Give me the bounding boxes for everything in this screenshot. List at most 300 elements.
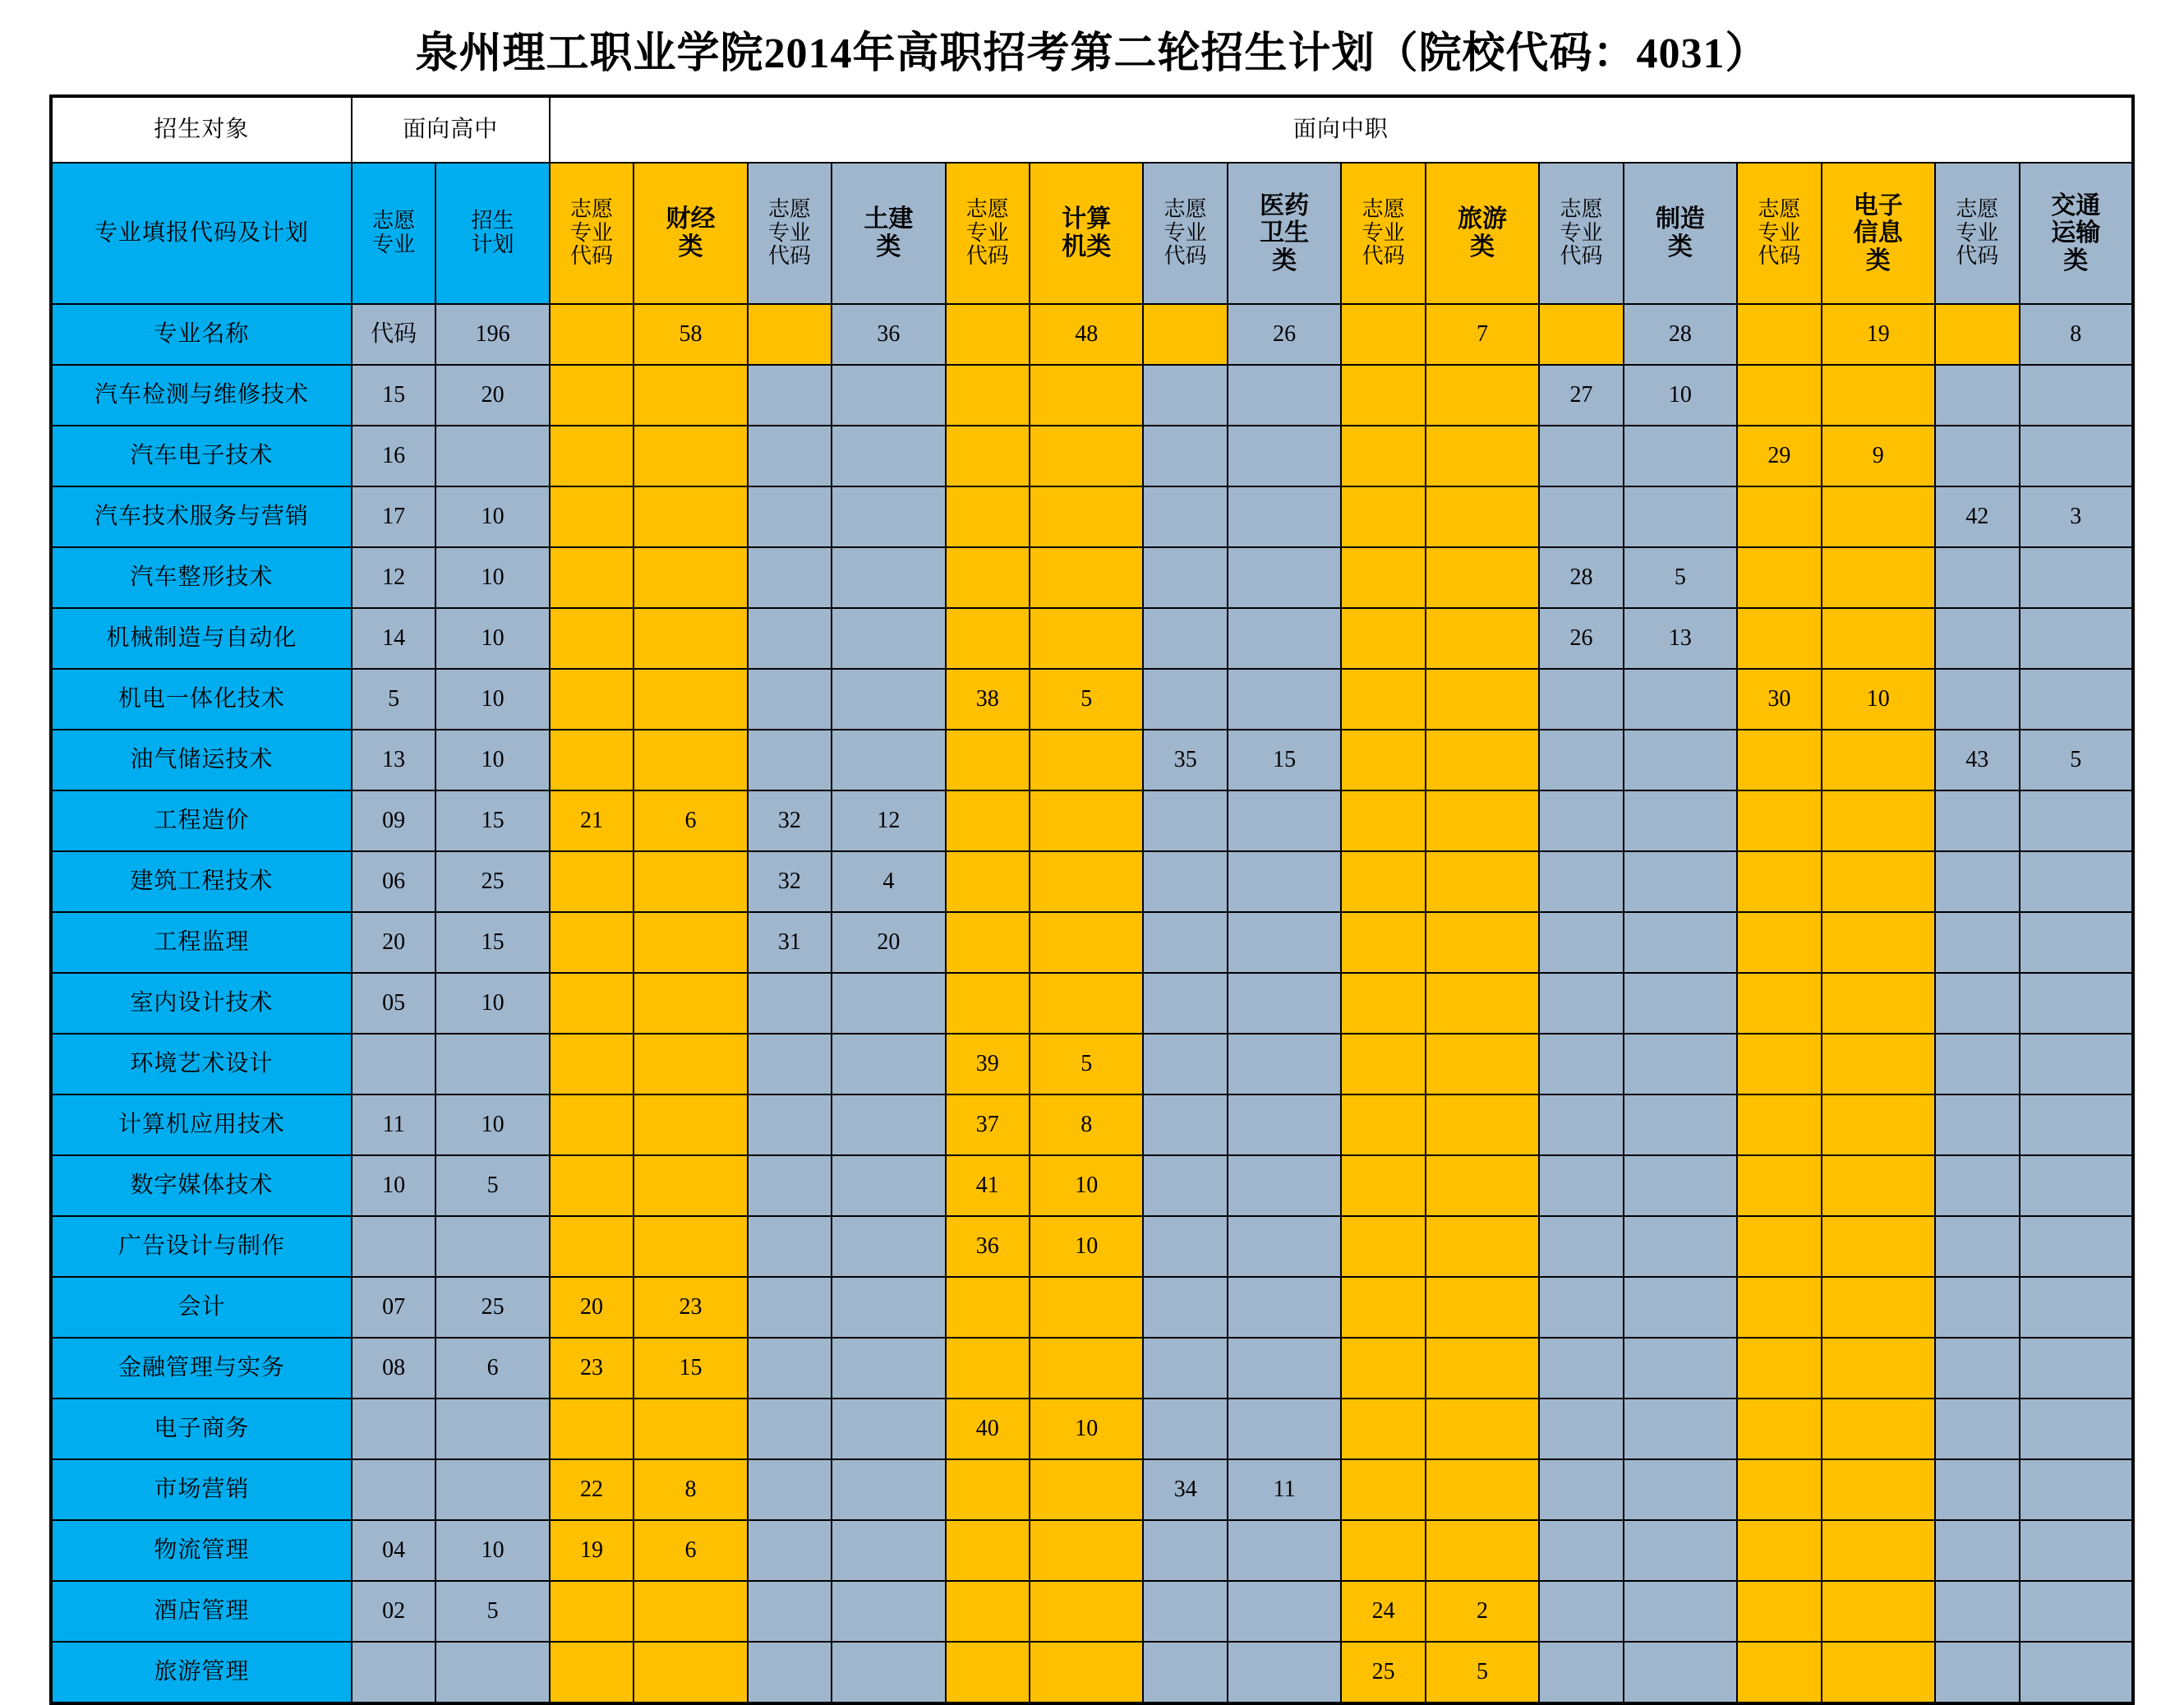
cell [748,1034,832,1094]
cell [1935,1216,2020,1277]
cell [1935,669,2020,730]
header-admission-target: 招生对象 [51,96,352,163]
total-cell-18: 8 [2020,304,2133,365]
header-col-line: 专业 [965,220,1009,245]
cell [1341,790,1426,851]
cell: 5 [435,1581,549,1642]
cell: 2 [1426,1581,1539,1642]
cell: 15 [634,1338,747,1399]
cell: 6 [634,790,747,851]
cell [1143,1338,1228,1399]
table-row [51,669,2133,730]
cell [1341,547,1426,608]
cell: 29 [1737,426,1822,486]
cell [2020,547,2133,608]
header-col-line: 专业 [1163,220,1207,245]
cell: 15 [352,365,436,426]
cell [1426,1520,1539,1581]
cell [1030,1459,1143,1520]
cell [1539,1642,1624,1703]
total-cell-17 [1935,304,2020,365]
header-col-line: 志愿 [1362,197,1405,222]
header-group-highschool: 面向高中 [352,96,550,163]
cell [1737,1338,1822,1399]
major-name: 汽车检测与维修技术 [51,365,352,426]
cell [634,608,747,669]
cell [1030,851,1143,912]
cell: 25 [435,851,549,912]
cell [1539,790,1624,851]
cell [1143,1277,1228,1338]
cell [2020,608,2133,669]
cell [2020,1581,2133,1642]
header-col-line: 专业 [570,220,614,245]
cell [1228,608,1341,669]
cell [1539,730,1624,790]
cell [946,851,1030,912]
cell [946,608,1030,669]
cell: 10 [435,669,549,730]
header-col-line: 专业 [1956,220,1999,245]
cell [550,1094,634,1155]
cell [1737,1581,1822,1642]
cell [1935,608,2020,669]
cell [1935,1338,2020,1399]
total-cell-1: 代码 [352,304,436,365]
cell [1624,1338,1737,1399]
header-col-line: 计算 [1062,205,1112,233]
cell: 5 [352,669,436,730]
cell: 12 [352,547,436,608]
cell [1143,1399,1228,1459]
cell [1426,547,1539,608]
major-name: 电子商务 [51,1399,352,1459]
major-name: 油气储运技术 [51,730,352,790]
cell: 24 [1341,1581,1426,1642]
cell [1935,365,2020,426]
cell [1341,730,1426,790]
header-col-16 [1822,163,1935,304]
cell: 35 [1143,730,1228,790]
cell [748,547,832,608]
cell: 23 [550,1338,634,1399]
cell [2020,1034,2133,1094]
cell [2020,1520,2133,1581]
cell [550,1034,634,1094]
cell [2020,973,2133,1034]
cell [2020,1399,2133,1459]
cell [832,1338,945,1399]
cell [1822,912,1935,973]
total-cell-4: 58 [634,304,747,365]
major-name: 工程造价 [51,790,352,851]
cell [1341,669,1426,730]
cell [1822,1277,1935,1338]
cell [1143,486,1228,547]
cell: 21 [550,790,634,851]
cell: 40 [946,1399,1030,1459]
cell [1228,365,1341,426]
cell [1624,1581,1737,1642]
cell [1030,1520,1143,1581]
major-name: 会计 [51,1277,352,1338]
table-row [51,1642,2133,1703]
cell: 10 [1624,365,1737,426]
cell [1341,1034,1426,1094]
header-col-line: 代码 [767,244,811,269]
cell [2020,1642,2133,1703]
cell [1539,1520,1624,1581]
cell [1822,365,1935,426]
total-cell-14: 28 [1624,304,1737,365]
cell [748,365,832,426]
total-cell-3 [550,304,634,365]
cell: 10 [435,973,549,1034]
header-col-line: 志愿 [372,209,416,233]
cell [832,1459,945,1520]
header-col-line: 类 [876,233,901,260]
cell [1539,851,1624,912]
cell: 25 [1341,1642,1426,1703]
cell [1426,1399,1539,1459]
major-name: 建筑工程技术 [51,851,352,912]
header-col-line: 类 [1865,247,1891,274]
cell [1143,426,1228,486]
header-col-line: 类 [2063,247,2089,274]
cell [1030,1581,1143,1642]
cell [1228,1277,1341,1338]
cell: 25 [435,1277,549,1338]
header-col-line: 专业 [372,233,416,256]
cell [1228,669,1341,730]
cell [1143,608,1228,669]
cell [1539,1155,1624,1216]
cell [1228,1216,1341,1277]
cell [352,1399,436,1459]
cell [1624,912,1737,973]
cell [1737,912,1822,973]
cell [2020,669,2133,730]
cell [1341,1520,1426,1581]
cell [634,365,747,426]
cell [832,1399,945,1459]
cell [1426,1094,1539,1155]
cell [946,426,1030,486]
cell [946,1277,1030,1338]
cell [946,486,1030,547]
cell [1143,1520,1228,1581]
table-row [51,1399,2133,1459]
cell: 31 [748,912,832,973]
cell [1737,851,1822,912]
cell [946,1338,1030,1399]
cell [550,669,634,730]
cell: 05 [352,973,436,1034]
page-title: 泉州理工职业学院2014年高职招考第二轮招生计划（院校代码：4031） [415,30,1769,77]
cell [748,426,832,486]
cell [550,1155,634,1216]
header-col-17 [1935,163,2020,304]
admission-plan-table [49,94,2135,1705]
total-cell-13 [1539,304,1624,365]
cell [1143,547,1228,608]
cell [435,426,549,486]
header-col-line: 旅游 [1458,205,1508,233]
header-col-5 [748,163,832,304]
table-row [51,608,2133,669]
cell [832,1094,945,1155]
major-name: 酒店管理 [51,1581,352,1642]
header-col-line: 志愿 [1956,197,1999,222]
cell [1228,1338,1341,1399]
major-name: 市场营销 [51,1459,352,1520]
cell [1030,547,1143,608]
header-col-line: 代码 [965,244,1009,269]
cell [1935,1581,2020,1642]
cell: 04 [352,1520,436,1581]
total-cell-5 [748,304,832,365]
table-row [51,426,2133,486]
cell [1426,851,1539,912]
cell [1822,1155,1935,1216]
cell [634,730,747,790]
cell [1030,1338,1143,1399]
cell [748,1338,832,1399]
cell [1737,973,1822,1034]
header-col-line: 计划 [471,233,514,256]
cell [1228,1155,1341,1216]
cell: 10 [1822,669,1935,730]
cell [550,365,634,426]
total-cell-12: 7 [1426,304,1539,365]
cell [1143,851,1228,912]
table-row [51,912,2133,973]
cell [1539,912,1624,973]
cell [832,486,945,547]
header-col-line: 志愿 [767,197,811,222]
cell [1426,1034,1539,1094]
header-col-14 [1624,163,1737,304]
cell: 10 [435,1094,549,1155]
table-row [51,790,2133,851]
cell [352,1642,436,1703]
cell [946,790,1030,851]
cell [1228,1094,1341,1155]
cell [1341,486,1426,547]
cell [1737,1034,1822,1094]
cell [748,973,832,1034]
header-col-line: 运输 [2051,219,2101,247]
header-col-line: 代码 [570,244,614,269]
header-col-15 [1737,163,1822,304]
cell [1030,912,1143,973]
cell [1143,1034,1228,1094]
cell: 5 [1030,1034,1143,1094]
cell [1143,1216,1228,1277]
table-row [51,1520,2133,1581]
cell [1935,1094,2020,1155]
header-col-line: 类 [1667,233,1693,260]
cell [1426,912,1539,973]
cell [748,1399,832,1459]
header-col-9 [1143,163,1228,304]
cell [946,1642,1030,1703]
header-col-line: 志愿 [1163,197,1207,222]
header-col-line: 代码 [1362,244,1405,269]
cell [1737,1277,1822,1338]
cell [550,486,634,547]
cell [2020,365,2133,426]
table-row [51,1094,2133,1155]
cell [1737,1094,1822,1155]
cell: 10 [435,608,549,669]
cell: 19 [550,1520,634,1581]
cell [1935,1155,2020,1216]
header-col-line: 志愿 [1560,197,1603,222]
cell [1624,486,1737,547]
cell [2020,1338,2133,1399]
cell: 13 [1624,608,1737,669]
cell [550,608,634,669]
header-col-2 [435,163,549,304]
cell [1822,1459,1935,1520]
cell [550,1581,634,1642]
total-cell-16: 19 [1822,304,1935,365]
total-cell-10: 26 [1228,304,1341,365]
cell [1426,426,1539,486]
cell [748,1642,832,1703]
cell [550,973,634,1034]
cell: 10 [352,1155,436,1216]
cell [1822,486,1935,547]
header-col-line: 专业 [1560,220,1603,245]
cell [832,973,945,1034]
header-col-4 [634,163,747,304]
header-col-line: 卫生 [1260,219,1310,247]
cell [1822,851,1935,912]
cell [1426,365,1539,426]
cell [634,1155,747,1216]
cell [1143,1155,1228,1216]
cell [1228,973,1341,1034]
cell [1935,790,2020,851]
cell [832,1520,945,1581]
header-col-line: 代码 [1163,244,1207,269]
cell [1822,730,1935,790]
cell [1624,1155,1737,1216]
cell [748,1277,832,1338]
cell [832,1034,945,1094]
cell [832,1216,945,1277]
total-cell-11 [1341,304,1426,365]
cell [1228,851,1341,912]
cell [1822,1094,1935,1155]
cell: 43 [1935,730,2020,790]
cell: 14 [352,608,436,669]
header-col-line: 代码 [1758,244,1801,269]
row-totals [51,304,2133,365]
cell: 9 [1822,426,1935,486]
cell: 08 [352,1338,436,1399]
cell: 11 [1228,1459,1341,1520]
cell [550,547,634,608]
header-col-11 [1341,163,1426,304]
cell [748,1520,832,1581]
cell [634,669,747,730]
cell [1143,365,1228,426]
cell: 26 [1539,608,1624,669]
cell: 32 [748,851,832,912]
cell [1228,1034,1341,1094]
cell [1737,1216,1822,1277]
cell [1426,730,1539,790]
cell [1030,486,1143,547]
header-col-18 [2020,163,2133,304]
cell [1341,365,1426,426]
cell [1030,1277,1143,1338]
cell [1030,790,1143,851]
cell [1624,851,1737,912]
cell [1624,426,1737,486]
cell [748,1581,832,1642]
cell [1737,1155,1822,1216]
cell [1030,1642,1143,1703]
cell [2020,1216,2133,1277]
cell: 42 [1935,486,2020,547]
cell [1935,426,2020,486]
cell: 5 [435,1155,549,1216]
table-row [51,973,2133,1034]
header-col-3 [550,163,634,304]
header-col-line: 制造 [1655,205,1705,233]
cell [1935,851,2020,912]
cell [1539,1094,1624,1155]
cell [634,851,747,912]
cell [435,1642,549,1703]
header-col-line: 信息 [1853,219,1903,247]
cell [832,365,945,426]
cell [2020,1459,2133,1520]
cell [1624,1034,1737,1094]
cell [1624,1399,1737,1459]
cell [1426,1338,1539,1399]
cell [1624,973,1737,1034]
cell [634,486,747,547]
cell [832,1277,945,1338]
cell [1737,1459,1822,1520]
row-column-headers [51,163,2133,304]
cell [1143,1094,1228,1155]
cell [1822,1338,1935,1399]
cell [1935,1034,2020,1094]
cell: 20 [352,912,436,973]
cell [1822,1642,1935,1703]
cell [634,1094,747,1155]
cell [1822,1399,1935,1459]
cell: 20 [435,365,549,426]
cell [1228,1642,1341,1703]
cell [2020,912,2133,973]
cell: 15 [1228,730,1341,790]
cell [1341,1459,1426,1520]
cell [1341,1094,1426,1155]
cell [1539,486,1624,547]
cell [946,973,1030,1034]
cell: 8 [1030,1094,1143,1155]
cell: 06 [352,851,436,912]
header-col-line: 志愿 [570,197,614,222]
cell [634,1581,747,1642]
